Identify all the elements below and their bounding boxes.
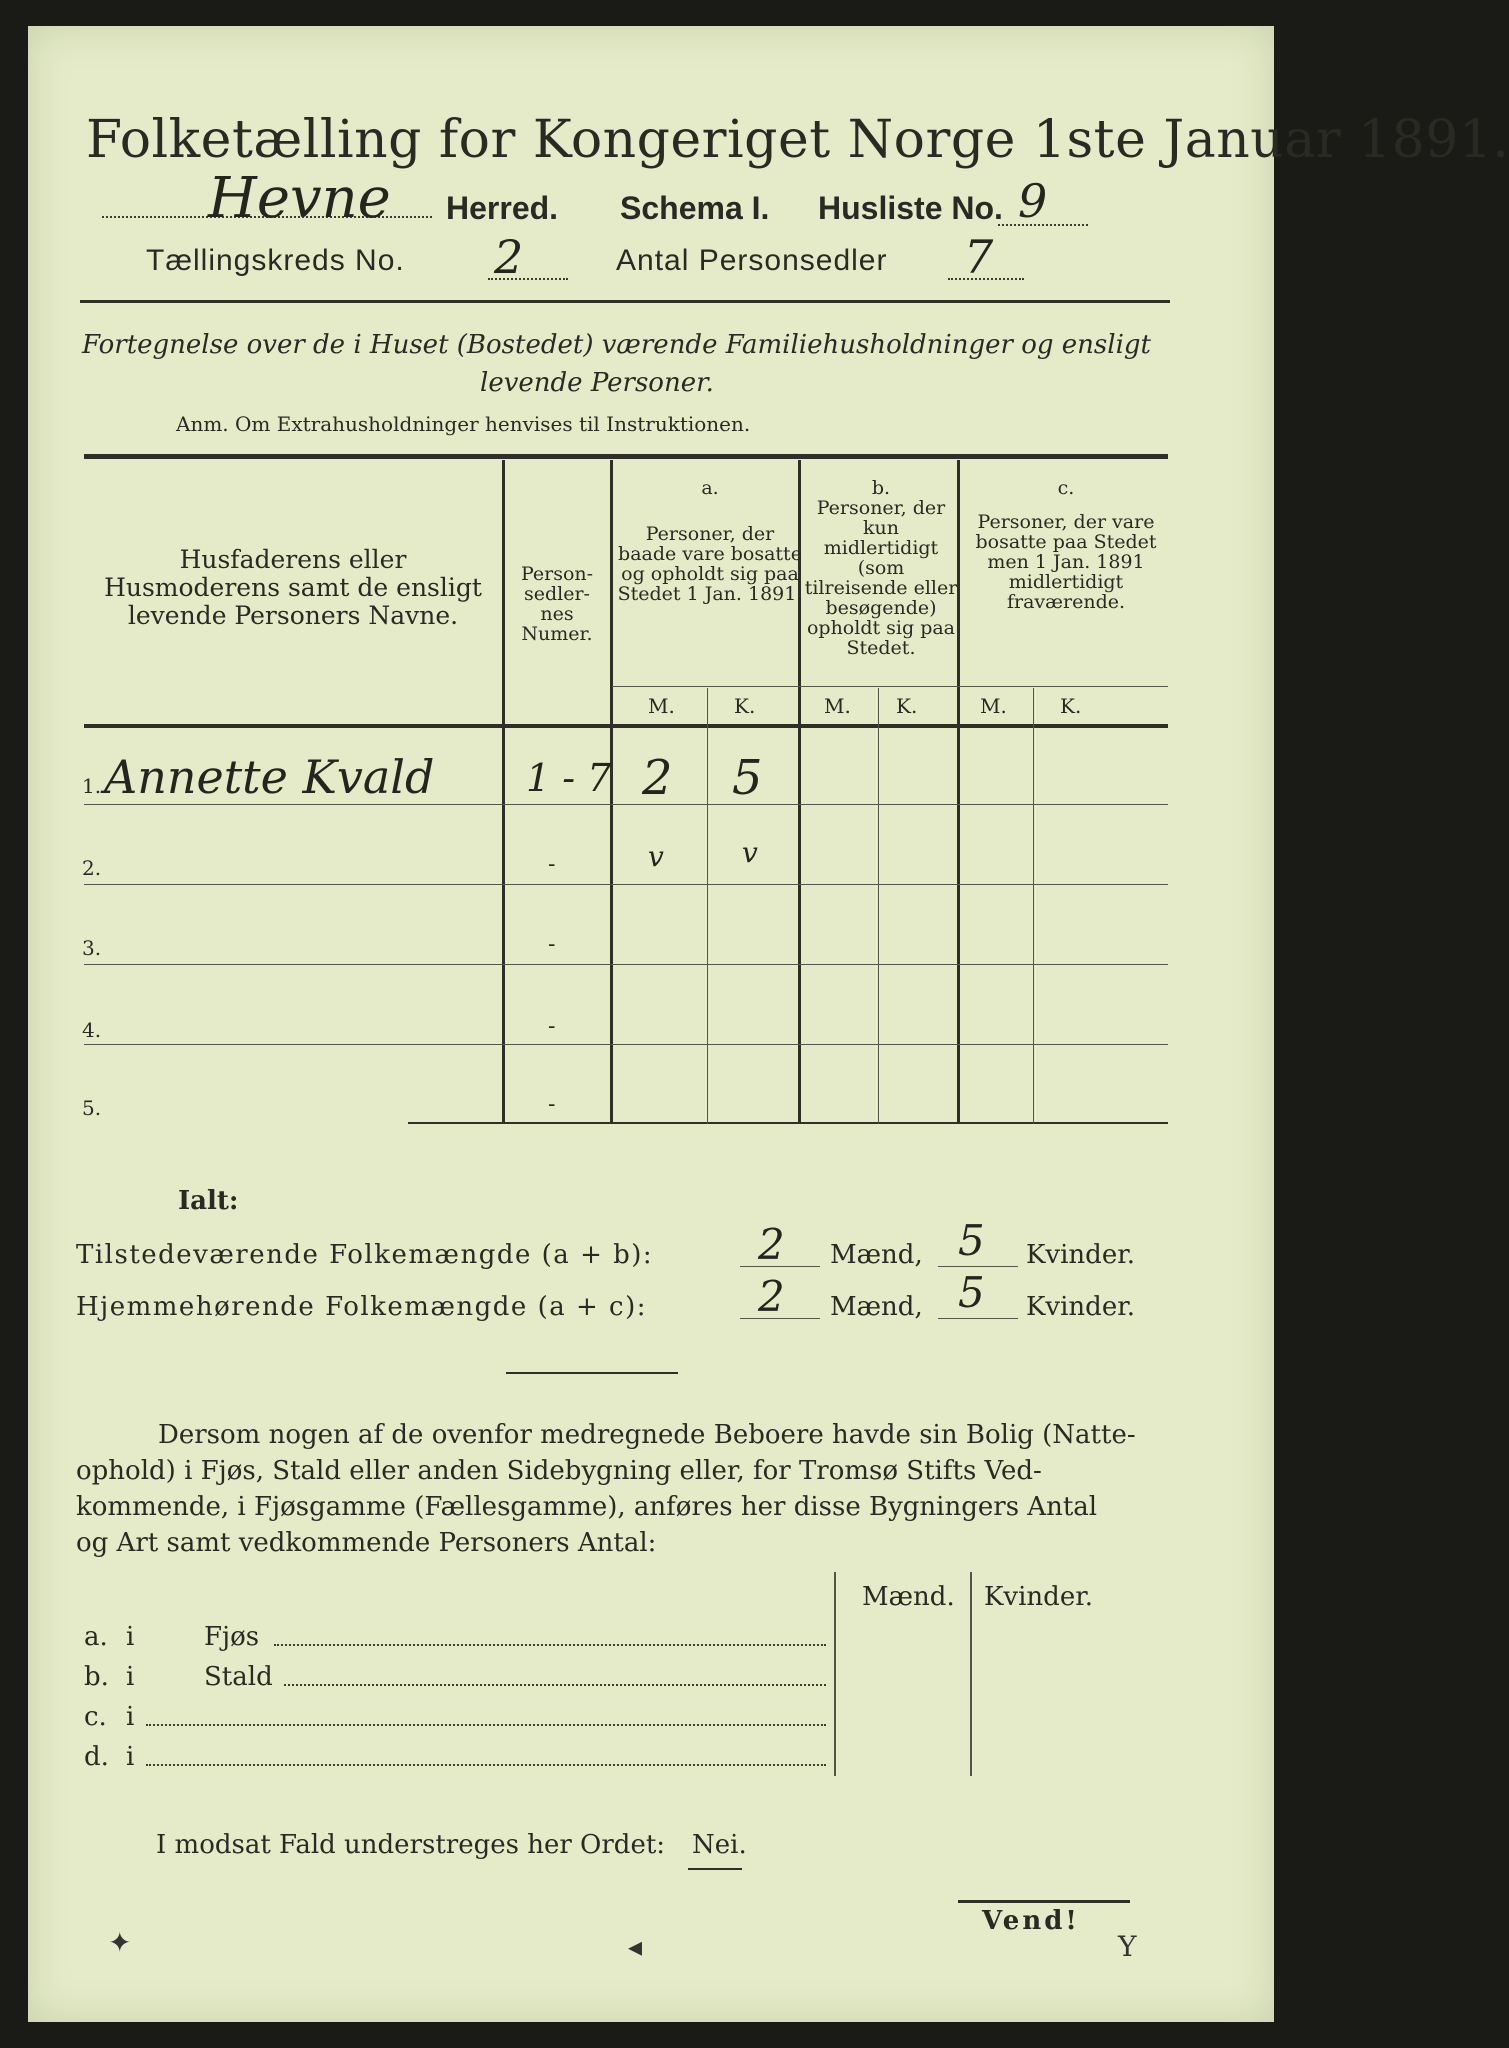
building-row-letter: b. [84,1662,109,1692]
kvinder-label: Kvinder. [1026,1240,1136,1270]
header-rule [80,300,1170,303]
corner-mark-icon: ◂ [628,1930,643,1963]
col-header-numer: Person-sedler-nes Numer. [520,563,594,645]
para-line3: kommende, i Fjøsgamme (Fællesgamme), anføres her disse Bygningers Antal [76,1492,1098,1522]
row-number: 2. [82,856,102,880]
para-line4: og Art samt vedkommende Personers Antal: [76,1528,657,1558]
husliste-value: 9 [1018,174,1048,228]
corner-mark-icon: Y [1118,1930,1137,1963]
mk-subheader-rule [612,686,1168,687]
buildings-col-divider-1 [834,1572,836,1776]
col-header-b-letter: b. [871,477,891,499]
row-number: 4. [82,1018,102,1042]
row-numer: - [548,1014,556,1039]
form-title: Folketælling for Kongeriget Norge 1ste Januar 1891. [86,110,1509,170]
row-rule-2 [84,884,1168,885]
c-k-header: K. [1060,694,1082,718]
col-header-a-letter: a. [701,477,719,499]
col-divider-b-mk [878,688,879,1124]
building-row-dots [274,1644,826,1646]
row-numer: - [548,932,556,957]
tilstede-m-value: 2 [758,1220,785,1269]
row-number: 1. [82,774,102,798]
maend-label: Mænd, [830,1292,923,1322]
building-row-i: i [126,1742,135,1772]
para-line1: Dersom nogen af de ovenfor medregnede Beboere havde sin Bolig (Natte- [158,1420,1136,1450]
building-row-i: i [126,1622,135,1652]
a-m-header: M. [648,694,675,718]
building-row-dots [146,1764,826,1766]
building-row-label: Stald [204,1662,273,1692]
kvinder-label: Kvinder. [1026,1292,1136,1322]
kreds-label: Tællingskreds No. [146,244,405,277]
building-row-dots [284,1684,826,1686]
herred-label: Herred. [446,190,559,226]
building-row-letter: d. [84,1742,109,1772]
nei-underline [688,1868,742,1870]
building-row-letter: a. [84,1622,108,1652]
personsedler-value: 7 [964,230,994,284]
col-header-b: Personer, der kun midlertidigt (som tilreisende eller besøgende) opholdt sig paa Stedet. [804,497,958,659]
census-form-page [28,26,1509,2022]
row-rule-1 [84,804,1168,805]
intro-line1: Fortegnelse over de i Huset (Bostedet) værende Familiehusholdninger og ensligt [82,330,1151,360]
row-a-k: v [742,836,758,869]
c-m-header: M. [980,694,1007,718]
table-header-bottom-rule [84,724,1168,728]
col-header-a: Personer, der baade vare bosatte og opholdt sig paa Stedet 1 Jan. 1891. [617,523,803,605]
tilstede-k-value: 5 [958,1216,985,1265]
row-number: 5. [82,1096,102,1120]
nei-word: Nei. [692,1830,747,1860]
col-header-c-letter: c. [1057,477,1075,499]
col-header-names: Husfaderens eller Husmoderens samt de ensligt levende Personers Navne. [104,545,482,630]
vend-rule [958,1900,1130,1903]
row-name: Annette Kvald [104,750,435,804]
row-rule-3 [84,964,1168,965]
intro-line2: levende Personer. [480,368,714,398]
col-divider-a-mk [707,688,708,1124]
kreds-value: 2 [494,230,524,284]
anm-note: Anm. Om Extrahusholdninger henvises til Instruktionen. [176,412,751,436]
hjemme-k-line [938,1318,1018,1319]
row-numer: - [548,1092,556,1117]
husliste-dotted-line [998,224,1088,226]
herred-value: Hevne [208,166,391,231]
vend-label: Vend! [982,1906,1080,1936]
section-divider [506,1372,678,1374]
building-row-letter: c. [84,1702,107,1732]
row-numer: 1 - 7 [526,756,612,800]
col-divider-c-mk [1033,688,1034,1124]
kreds-dotted-line [488,278,568,280]
tilstede-k-line [938,1266,1018,1267]
col-divider-numer [502,460,505,1124]
hjemme-m-value: 2 [758,1272,785,1321]
hjemme-label: Hjemmehørende Folkemængde (a + c): [76,1292,647,1322]
buildings-maend-header: Mænd. [862,1582,955,1612]
building-row-i: i [126,1702,135,1732]
corner-mark-icon: ✦ [108,1926,132,1959]
table-bottom-rule [408,1122,1168,1124]
buildings-kvinder-header: Kvinder. [984,1582,1094,1612]
maend-label: Mænd, [830,1240,923,1270]
row-a-m: 2 [642,750,673,806]
b-k-header: K. [896,694,918,718]
tilstede-label: Tilstedeværende Folkemængde (a + b): [76,1240,654,1270]
row-numer: - [548,852,556,877]
row-a-m: v [648,840,664,873]
personsedler-label: Antal Personsedler [616,244,888,277]
table-top-rule [84,454,1168,459]
hjemme-k-value: 5 [958,1268,985,1317]
row-number: 3. [82,936,102,960]
personsedler-dotted-line [948,278,1024,280]
building-row-dots [146,1724,826,1726]
schema-label: Schema I. [620,190,770,226]
building-row-label: Fjøs [204,1622,260,1652]
b-m-header: M. [824,694,851,718]
buildings-col-divider-2 [970,1572,972,1776]
building-row-i: i [126,1662,135,1692]
husliste-label: Husliste No. [818,190,1003,226]
ialt-label: Ialt: [178,1186,239,1216]
col-header-c: Personer, der vare bosatte paa Stedet men 1 Jan. 1891 midlertidigt fraværende. [975,511,1157,613]
row-rule-4 [84,1044,1168,1045]
para-line2: ophold) i Fjøs, Stald eller anden Sidebygning eller, for Tromsø Stifts Ved- [76,1456,1042,1486]
row-a-k: 5 [732,750,763,806]
a-k-header: K. [734,694,756,718]
modsat-text: I modsat Fald understreges her Ordet: [156,1830,666,1860]
